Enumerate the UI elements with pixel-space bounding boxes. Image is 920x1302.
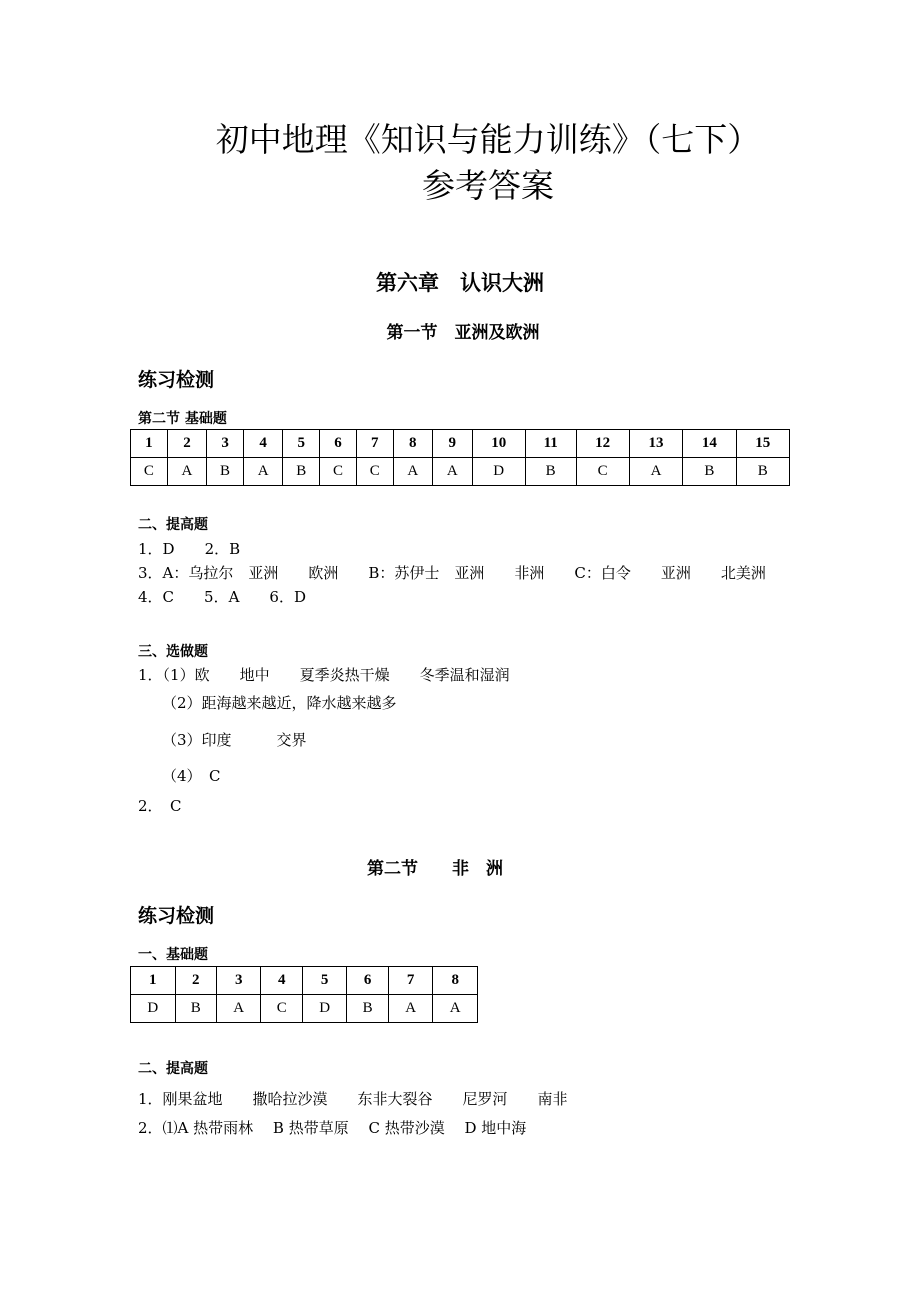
question-number-cell: 1: [131, 430, 168, 458]
question-number-cell: 2: [175, 967, 216, 995]
answer-line: 1．刚果盆地 撒哈拉沙漠 东非大裂谷 尼罗河 南非: [138, 1090, 568, 1108]
section1-answer-table: [130, 429, 790, 486]
answer-cell: A: [393, 458, 432, 486]
document-title: 初中地理《知识与能力训练》（七下）: [215, 120, 761, 159]
answer-line: 1．D 2．B: [138, 540, 241, 558]
question-number-cell: 1: [131, 967, 176, 995]
answer-cell: A: [388, 995, 433, 1023]
answer-cell: B: [525, 458, 576, 486]
section1-heading: 第一节 亚洲及欧洲: [386, 323, 540, 343]
answer-cell: A: [433, 458, 472, 486]
answer-cell: B: [283, 458, 320, 486]
question-number-cell: 15: [736, 430, 789, 458]
answer-cell: B: [207, 458, 244, 486]
answer-line: 4．C 5．A 6．D: [138, 588, 306, 606]
answer-line: （3）印度 交界: [162, 731, 307, 749]
question-number-cell: 7: [388, 967, 433, 995]
answer-cell: D: [302, 995, 347, 1023]
answer-line: 2． C: [138, 797, 182, 815]
answer-cell: A: [629, 458, 682, 486]
answer-cell: A: [216, 995, 261, 1023]
question-number-cell: 3: [216, 967, 261, 995]
answer-line: （2）距海越来越近，降水越来越多: [162, 694, 397, 712]
answer-cell: C: [261, 995, 302, 1023]
question-number-cell: 11: [525, 430, 576, 458]
answer-cell: B: [736, 458, 789, 486]
section1-practice-heading: 练习检测: [138, 369, 215, 391]
answer-cell: C: [576, 458, 629, 486]
answer-line: （4） C: [162, 767, 221, 785]
answer-cell: B: [175, 995, 216, 1023]
table-answer-row: [131, 458, 790, 486]
answer-cell: A: [433, 995, 478, 1023]
question-number-cell: 5: [283, 430, 320, 458]
chapter-heading: 第六章 认识大洲: [376, 270, 544, 295]
answer-cell: B: [347, 995, 388, 1023]
section2-answer-table: [130, 966, 478, 1023]
question-number-cell: 14: [683, 430, 736, 458]
question-number-cell: 12: [576, 430, 629, 458]
section2-heading: 第二节 非 洲: [367, 859, 503, 879]
answer-cell: A: [243, 458, 282, 486]
answer-line: 2．⑴A 热带雨林 B 热带草原 C 热带沙漠 D 地中海: [138, 1119, 527, 1137]
section2-advanced-label: 二、提高题: [138, 1061, 208, 1077]
table-header-row: [131, 430, 790, 458]
answer-line: 3．A：乌拉尔 亚洲 欧洲 B：苏伊士 亚洲 非洲 C：白令 亚洲 北美洲: [138, 564, 766, 582]
question-number-cell: 3: [207, 430, 244, 458]
answer-cell: C: [356, 458, 393, 486]
question-number-cell: 13: [629, 430, 682, 458]
question-number-cell: 9: [433, 430, 472, 458]
question-number-cell: 2: [167, 430, 206, 458]
answer-cell: C: [131, 458, 168, 486]
answer-cell: B: [683, 458, 736, 486]
answer-cell: D: [472, 458, 525, 486]
question-number-cell: 8: [393, 430, 432, 458]
question-number-cell: 5: [302, 967, 347, 995]
question-number-cell: 10: [472, 430, 525, 458]
question-number-cell: 4: [261, 967, 302, 995]
answer-cell: D: [131, 995, 176, 1023]
section1-optional-label: 三、选做题: [138, 644, 208, 660]
question-number-cell: 6: [320, 430, 357, 458]
answer-cell: C: [320, 458, 357, 486]
table-answer-row: [131, 995, 478, 1023]
section1-basic-label: 第二节 基础题: [138, 411, 227, 427]
answer-line: 1．（1）欧 地中 夏季炎热干燥 冬季温和湿润: [138, 666, 510, 684]
section1-advanced-label: 二、提高题: [138, 517, 208, 533]
question-number-cell: 6: [347, 967, 388, 995]
answer-cell: A: [167, 458, 206, 486]
document-subtitle: 参考答案: [422, 166, 554, 205]
section2-basic-label: 一、基础题: [138, 947, 208, 963]
section2-practice-heading: 练习检测: [138, 905, 215, 927]
table-header-row: [131, 967, 478, 995]
question-number-cell: 8: [433, 967, 478, 995]
question-number-cell: 7: [356, 430, 393, 458]
question-number-cell: 4: [243, 430, 282, 458]
